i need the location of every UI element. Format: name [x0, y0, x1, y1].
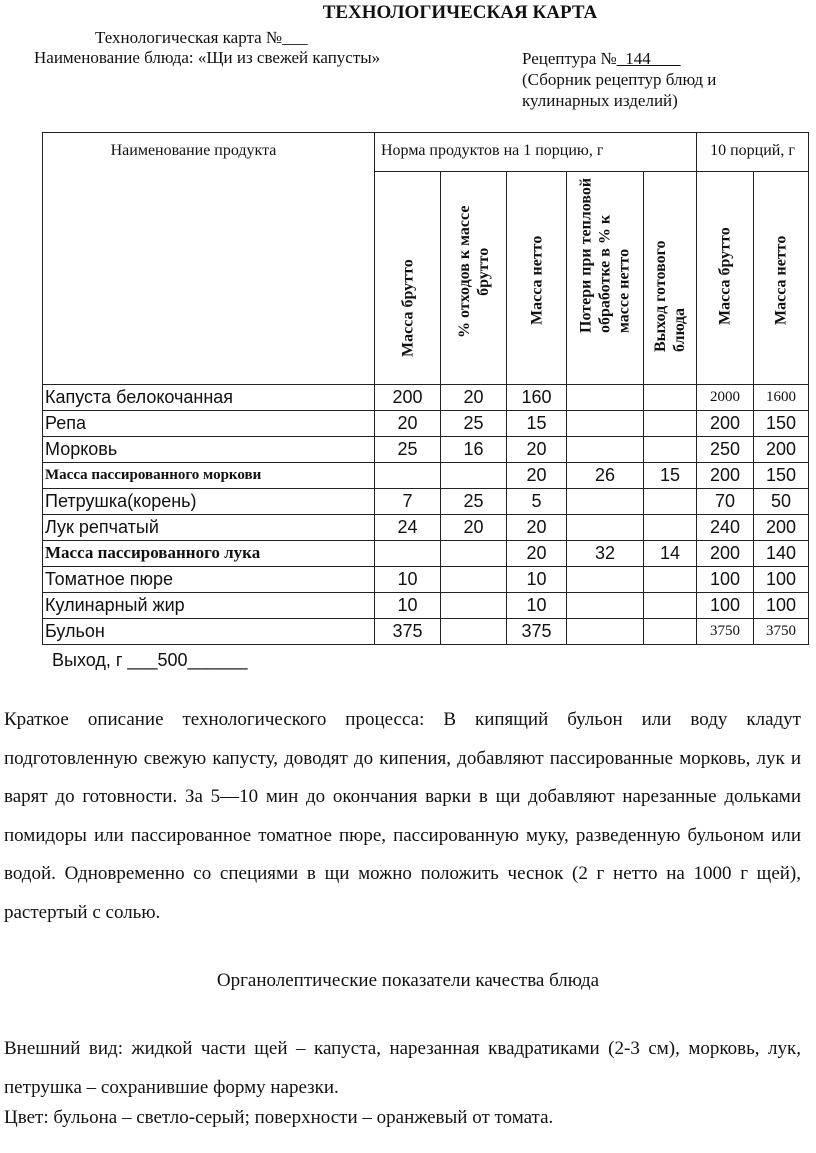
- cell-product-name: Морковь: [43, 437, 375, 463]
- table-row: [43, 437, 809, 463]
- header-loss: [567, 172, 644, 385]
- cell-netto: 20: [507, 541, 567, 567]
- table-row: [43, 489, 809, 515]
- header-yield-label: [651, 241, 689, 353]
- cell-brutto: 200: [375, 385, 441, 411]
- table-row: [43, 411, 809, 437]
- cell-yield: [644, 411, 697, 437]
- cell-brutto: 7: [375, 489, 441, 515]
- cell-brutto: [375, 463, 441, 489]
- cell-netto: 20: [507, 463, 567, 489]
- page-title: ТЕХНОЛОГИЧЕСКАЯ КАРТА: [322, 2, 598, 23]
- cell-waste: 20: [441, 515, 507, 541]
- card-number: Технологическая карта №___: [95, 28, 308, 47]
- table-row: [43, 567, 809, 593]
- cell-brutto: 375: [375, 619, 441, 645]
- cell-brutto: [375, 541, 441, 567]
- cell-ten-brutto: 250: [697, 437, 754, 463]
- ingredients-table: [42, 132, 809, 645]
- cell-loss: [567, 489, 644, 515]
- header-yield-line1: Выход готового: [652, 240, 669, 352]
- cell-product-name: Томатное пюре: [43, 567, 375, 593]
- cell-waste: [441, 541, 507, 567]
- cell-netto: 160: [507, 385, 567, 411]
- cell-loss: [567, 619, 644, 645]
- cell-loss: 32: [567, 541, 644, 567]
- cell-netto: 10: [507, 567, 567, 593]
- header-ten-brutto-label: Масса брутто: [716, 227, 734, 325]
- table-row: [43, 541, 809, 567]
- cell-loss: [567, 385, 644, 411]
- cell-ten-brutto: 200: [697, 541, 754, 567]
- cell-brutto: 25: [375, 437, 441, 463]
- cell-ten-netto: 200: [754, 437, 809, 463]
- dish-name: Наименование блюда: «Щи из свежей капусты»: [34, 48, 381, 67]
- cell-yield: [644, 593, 697, 619]
- header-product: [43, 133, 375, 385]
- cell-yield: [644, 515, 697, 541]
- table-row: [43, 385, 809, 411]
- cell-ten-netto: 100: [754, 593, 809, 619]
- cell-ten-brutto: 240: [697, 515, 754, 541]
- cell-ten-netto: 150: [754, 463, 809, 489]
- header-waste-line2: брутто: [474, 247, 492, 296]
- cell-yield: [644, 619, 697, 645]
- header-ten-portions: [697, 133, 809, 172]
- process-description: Краткое описание технологического процесса: В кипящий бульон или воду кладут подготовленную свежую капусту, доводят до кипения, добавляют пассированные морковь, лук и варят до готовности. За 5—10 мин до окончания варки в щи добавляют нарезанные дольками помидоры или пассированное томатное пюре, пассированную муку, разведенную бульоном или водой. Одновременно со специями в щи можно положить чеснок (2 г нетто на 1000 г щей), растертый с солью.: [4, 709, 801, 923]
- cell-product-name: Репа: [43, 411, 375, 437]
- header-waste: [441, 172, 507, 385]
- cell-ten-netto: 200: [754, 515, 809, 541]
- header-norm: [375, 133, 697, 172]
- header-ten-label: 10 порций, г: [710, 142, 795, 159]
- header-ten-netto: [754, 172, 809, 385]
- cell-product-name: Бульон: [43, 619, 375, 645]
- cell-yield: [644, 489, 697, 515]
- cell-product-name: Капуста белокочанная: [43, 385, 375, 411]
- cell-ten-brutto: 200: [697, 411, 754, 437]
- cell-loss: [567, 515, 644, 541]
- cell-ten-brutto: 70: [697, 489, 754, 515]
- header-waste-line1: % отходов к массе: [455, 205, 473, 338]
- cell-ten-netto: 1600: [754, 385, 809, 411]
- cell-brutto: 10: [375, 567, 441, 593]
- cell-ten-brutto: 100: [697, 593, 754, 619]
- cell-ten-netto: 140: [754, 541, 809, 567]
- header-brutto-label: Масса брутто: [399, 259, 416, 357]
- cell-netto: 375: [507, 619, 567, 645]
- recipe-prefix: Рецептура №: [522, 49, 617, 68]
- header-waste-label: [455, 206, 493, 338]
- header-norm-label: Норма продуктов на 1 порцию, г: [381, 142, 604, 159]
- cell-waste: 25: [441, 411, 507, 437]
- cell-yield: 15: [644, 463, 697, 489]
- cell-waste: [441, 593, 507, 619]
- recipe-reference: [522, 48, 716, 111]
- recipe-number: _144_ __: [616, 49, 681, 68]
- cell-waste: 20: [441, 385, 507, 411]
- recipe-source-line1: (Сборник рецептур блюд и: [522, 70, 717, 89]
- cell-ten-brutto: 200: [697, 463, 754, 489]
- table-row: [43, 463, 809, 489]
- cell-product-name: Масса пассированного лука: [43, 541, 375, 567]
- cell-netto: 20: [507, 515, 567, 541]
- header-yield-line2: блюда: [671, 308, 688, 352]
- cell-product-name: Масса пассированного моркови: [43, 463, 375, 489]
- cell-product-name: Петрушка(корень): [43, 489, 375, 515]
- cell-waste: 16: [441, 437, 507, 463]
- cell-loss: 26: [567, 463, 644, 489]
- header-ten-brutto: [697, 172, 754, 385]
- cell-netto: 15: [507, 411, 567, 437]
- cell-waste: [441, 567, 507, 593]
- cell-waste: 25: [441, 489, 507, 515]
- header-product-label: Наименование продукта: [110, 142, 277, 159]
- cell-loss: [567, 593, 644, 619]
- cell-yield: [644, 567, 697, 593]
- cell-yield: 14: [644, 541, 697, 567]
- cell-waste: [441, 463, 507, 489]
- header-loss-line2: обработке в % к: [596, 214, 614, 333]
- recipe-source-line2: кулинарных изделий): [522, 91, 678, 110]
- output-yield: Выход, г ___500______: [52, 650, 248, 670]
- header-yield: [644, 172, 697, 385]
- header-loss-label: [577, 178, 634, 333]
- header-ten-netto-label: Масса нетто: [772, 235, 790, 325]
- header-brutto: [375, 172, 441, 385]
- cell-ten-brutto: 3750: [697, 619, 754, 645]
- cell-loss: [567, 567, 644, 593]
- cell-ten-netto: 50: [754, 489, 809, 515]
- organoleptic-title: Органолептические показатели качества блюда: [216, 970, 600, 991]
- cell-ten-brutto: 100: [697, 567, 754, 593]
- header-loss-line3: массе нетто: [615, 248, 633, 333]
- header-row-1: [43, 133, 809, 172]
- table-row: [43, 593, 809, 619]
- cell-waste: [441, 619, 507, 645]
- cell-ten-netto: 100: [754, 567, 809, 593]
- cell-yield: [644, 437, 697, 463]
- cell-yield: [644, 385, 697, 411]
- header-loss-line1: Потери при тепловой: [577, 177, 595, 333]
- cell-loss: [567, 437, 644, 463]
- cell-brutto: 20: [375, 411, 441, 437]
- color-text: Цвет: бульона – светло-серый; поверхности – оранжевый от томата.: [4, 1107, 554, 1128]
- cell-product-name: Кулинарный жир: [43, 593, 375, 619]
- header-netto: [507, 172, 567, 385]
- cell-ten-netto: 150: [754, 411, 809, 437]
- cell-loss: [567, 411, 644, 437]
- table-row: [43, 515, 809, 541]
- cell-brutto: 24: [375, 515, 441, 541]
- cell-brutto: 10: [375, 593, 441, 619]
- cell-product-name: Лук репчатый: [43, 515, 375, 541]
- cell-netto: 10: [507, 593, 567, 619]
- cell-netto: 20: [507, 437, 567, 463]
- header-netto-label: Масса нетто: [528, 235, 545, 325]
- table-row: [43, 619, 809, 645]
- cell-ten-brutto: 2000: [697, 385, 754, 411]
- cell-netto: 5: [507, 489, 567, 515]
- cell-ten-netto: 3750: [754, 619, 809, 645]
- appearance-text: Внешний вид: жидкой части щей – капуста, нарезанная квадратиками (2-3 см), морковь, лук, петрушка – сохранившие форму нарезки.: [4, 1038, 801, 1098]
